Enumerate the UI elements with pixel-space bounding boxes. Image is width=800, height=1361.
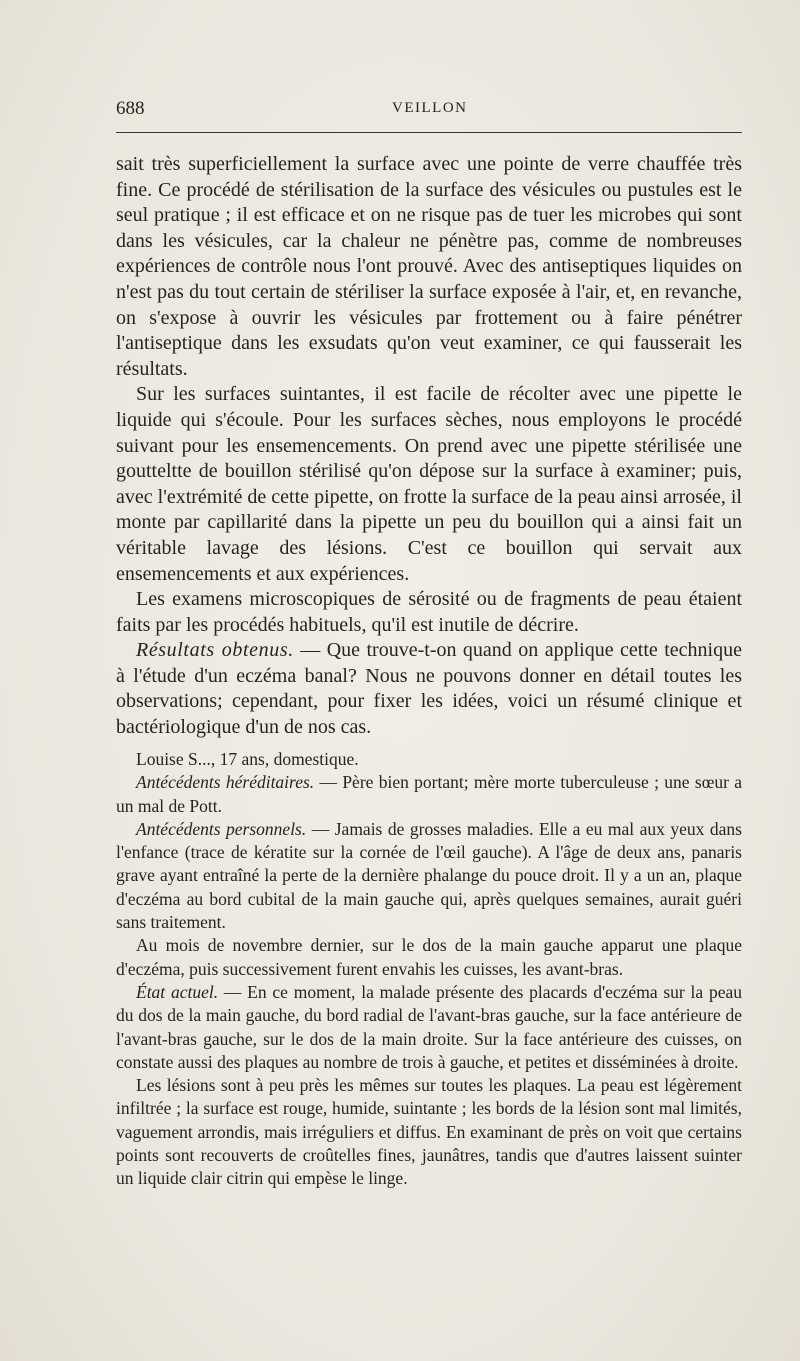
case-personal-history [116, 818, 742, 934]
case-patient [116, 748, 742, 771]
case-text: Au mois de novembre dernier, sur le dos de la main gauche apparut une plaque d'eczéma, puis successivement furent envahis les cuisses, les avant-bras. [116, 935, 742, 979]
case-text: Les lésions sont à peu près les mêmes sur toutes les plaques. La peau est légèrement infiltrée ; la surface est rouge, humide, suintante ; les bords de la lésion sont mal limités, vaguement arrondis, mais irréguliers et diffus. En examinant de près on voit que certains points sont recouverts de croûtelles fines, jaunâtres, tandis que d'autres laissent suinter un liquide clair citrin qui empèse le linge. [116, 1075, 742, 1189]
section-heading-results: Résultats obtenus. [136, 639, 294, 662]
case-onset [116, 934, 742, 981]
header-rule [116, 132, 742, 133]
paragraph-text: sait très superficiellement la surface avec une pointe de verre chauffée très fine. Ce procédé de stérilisation de la surface des vésicules ou pustules est le seul pratique ; il est efficace et on ne risque pas de tuer les microbes qui sont dans les vésicules, car la chaleur ne pénètre pas, comme de nombreuses expériences de contrôle nous l'ont prouvé. Avec des antiseptiques liquides on n'est pas du tout certain de stériliser la surface exposée à l'air, et, en revanche, on s'expose à ouvrir les vésicules par frottement ou à faire pénétrer l'antiseptique dans les exsudats qu'on veut examiner, ce qui fausserait les résultats. [116, 153, 742, 380]
paragraph-text: Sur les surfaces suintantes, il est facile de récolter avec une pipette le liquide qui s'écoule. Pour les surfaces sèches, nous employons le procédé suivant pour les ensemencements. On prend avec une pipette stérilisée une goutteltte de bouillon stérilisé qu'on dépose sur la surface à examiner; puis, avec l'extrémité de cette pipette, on frotte la surface de la peau ainsi arrosée, il monte par capillarité dans la pipette un peu du bouillon qui a ainsi fait un véritable lavage des lésions. C'est ce bouillon qui servait aux ensemencements et aux expériences. [116, 383, 742, 585]
main-text [116, 152, 742, 741]
case-heading-heredity: Antécédents héréditaires. [136, 772, 315, 793]
case-current-state [116, 981, 742, 1074]
case-text: Louise S..., 17 ans, domestique. [136, 749, 359, 769]
case-text: — En ce moment, la malade présente des placards d'eczéma sur la peau du dos de la main gauche, du bord radial de l'avant-bras gauche, sur la face antérieure de l'avant-bras gauche, sur le dos de la main droite. Sur la face antérieure des cuisses, on constate aussi des plaques au nombre de trois à gauche, et petites et disséminées à droite. [116, 981, 742, 1072]
case-heading-personal: Antécédents personnels. [136, 818, 307, 839]
paragraph [116, 382, 742, 587]
case-text: — Jamais de grosses maladies. Elle a eu mal aux yeux dans l'enfance (trace de kératite sur la cornée de l'œil gauche). A l'âge de deux ans, panaris grave ayant entraîné la perte de la dernière phalange du pouce droit. Il y a un an, plaque d'eczéma au bord cubital de la main gauche qui, après quelques semaines, aurait guéri sans traitement. [116, 818, 742, 933]
case-heading-current: État actuel. [136, 981, 219, 1002]
paragraph [116, 152, 742, 382]
paragraph-text: Les examens microscopiques de sérosité ou de fragments de peau étaient faits par les procédés habituels, qu'il est inutile de décrire. [116, 588, 742, 636]
case-heredity [116, 771, 742, 818]
case-lesions [116, 1074, 742, 1190]
page-header [116, 98, 742, 120]
page-number: 688 [116, 98, 145, 119]
paragraph-results [116, 638, 742, 740]
running-title: VEILLON [392, 100, 468, 116]
case-report [116, 748, 742, 1191]
paragraph [116, 587, 742, 638]
case-text: — Père bien portant; mère morte tuberculeuse ; une sœur a un mal de Pott. [116, 772, 742, 816]
paragraph-text: — Que trouve-t-on quand on applique cette technique à l'étude d'un eczéma banal? Nous ne pouvons donner en détail toutes les observations; cependant, pour fixer les idées, voici un résumé clinique et bactériologique d'un de nos cas. [116, 639, 742, 739]
